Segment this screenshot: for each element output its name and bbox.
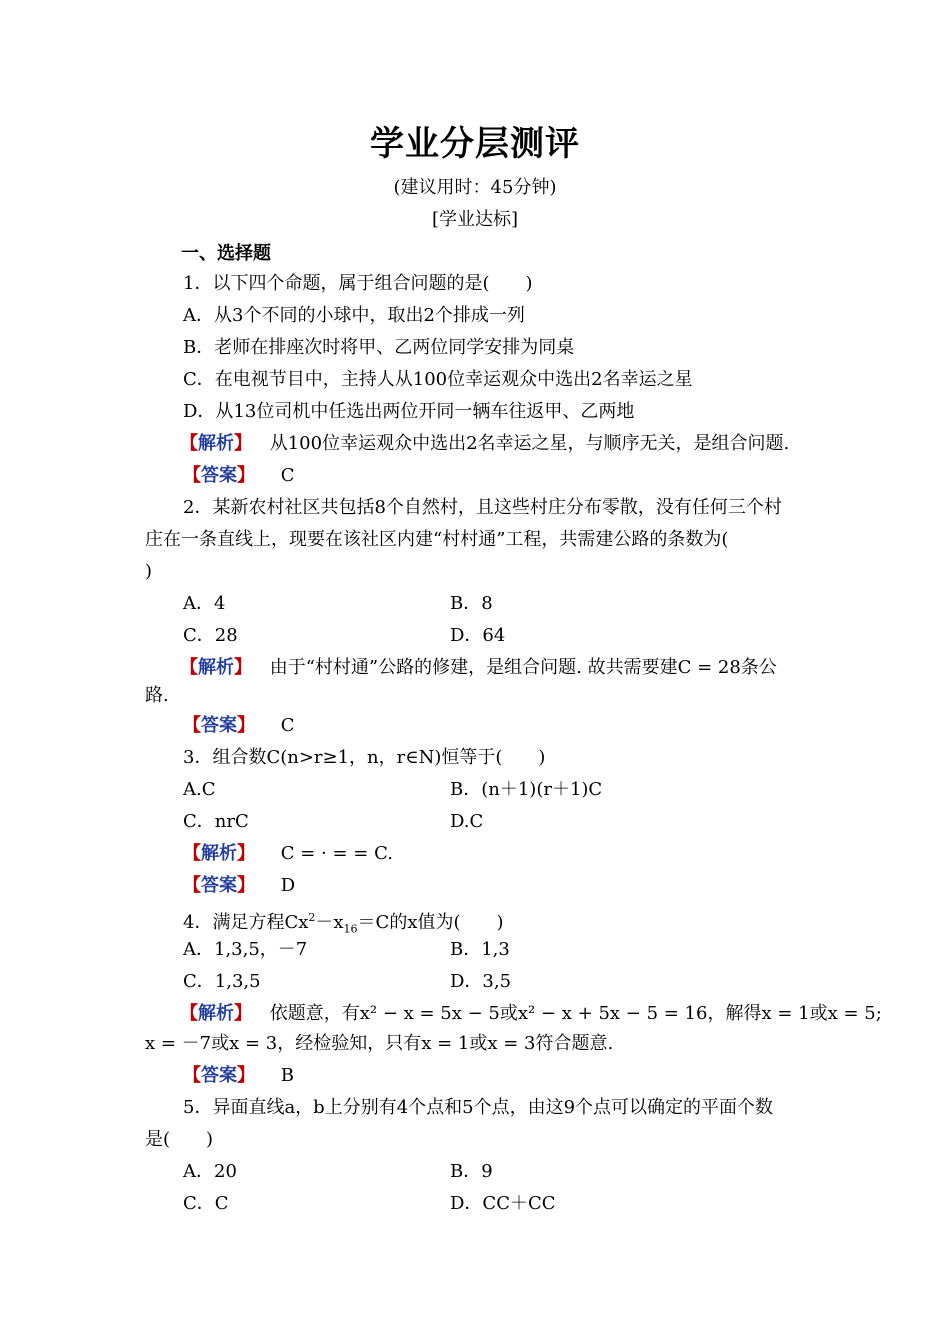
- analysis-tag: 【解析】: [180, 1003, 252, 1024]
- answer-tag: 【答案】: [183, 875, 255, 896]
- q5-option-b: B．9: [450, 1161, 493, 1182]
- answer-tag: 【答案】: [183, 1065, 255, 1086]
- q2-option-b: B．8: [450, 593, 493, 614]
- q5-options-row2: [0, 1192, 950, 1216]
- q1-option-c: C．在电视节目中，主持人从100位幸运观众中选出2名幸运之星: [183, 369, 693, 390]
- q1-analysis: [0, 432, 950, 456]
- answer-tag: 【答案】: [183, 715, 255, 736]
- q2-option-c: C．28: [183, 625, 238, 646]
- q1-stem: 1．以下四个命题，属于组合问题的是( ): [183, 273, 533, 294]
- q3-answer-value: D: [280, 875, 296, 896]
- q2-options-row1: [0, 592, 950, 616]
- q2-option-a: A．4: [183, 593, 226, 614]
- q3-answer: [0, 874, 950, 898]
- q4-options-row2: [0, 970, 950, 994]
- answer-tag: 【答案】: [183, 465, 255, 486]
- q3-option-c: C．nrC: [183, 811, 249, 832]
- q2-analysis-line2: 路.: [145, 685, 169, 706]
- q5-stem-line1: 5．异面直线a，b上分别有4个点和5个点，由这9个点可以确定的平面个数: [183, 1097, 774, 1118]
- q1-answer-value: C: [280, 465, 295, 486]
- q5-option-d: D．CC＋CC: [450, 1193, 556, 1214]
- q2-analysis-text: 由于“村村通”公路的修建，是组合问题. 故共需要建C = 28条公: [269, 657, 777, 678]
- analysis-tag: 【解析】: [180, 657, 252, 678]
- q2-stem-line3: ): [145, 561, 153, 582]
- q3-stem: 3．组合数C(n>r≥1，n，r∈N)恒等于( ): [183, 747, 546, 768]
- q2-options-row2: [0, 624, 950, 648]
- q4-option-a: A．1,3,5，－7: [183, 939, 308, 960]
- q1-answer: [0, 464, 950, 488]
- q2-answer-value: C: [280, 715, 295, 736]
- q5-options-row1: [0, 1160, 950, 1184]
- q4-stem: 4．满足方程$Cx^2-x_{16}=C$的x值为( ): [183, 911, 504, 936]
- q2-option-d: D．64: [450, 625, 506, 646]
- section-heading: 一、选择题: [181, 243, 271, 264]
- q4-option-d: D．3,5: [450, 971, 512, 992]
- q4-analysis: [0, 1002, 950, 1026]
- q4-analysis-line2: x = －7或x = 3，经检验知，只有x = 1或x = 3符合题意.: [145, 1033, 614, 1054]
- q4-option-b: B．1,3: [450, 939, 510, 960]
- q3-option-d: D.C: [450, 811, 484, 832]
- q4-option-c: C．1,3,5: [183, 971, 261, 992]
- q2-stem-line2: 庄在一条直线上，现要在该社区内建“村村通”工程，共需建公路的条数为(: [145, 529, 729, 550]
- section-tag: [学业达标]: [431, 209, 519, 230]
- q3-analysis: [0, 842, 950, 866]
- q4-options-row1: [0, 938, 950, 962]
- analysis-tag: 【解析】: [180, 433, 252, 454]
- q1-analysis-text: 从100位幸运观众中选出2名幸运之星，与顺序无关，是组合问题.: [269, 433, 790, 454]
- time-note: (建议用时：45分钟): [393, 177, 557, 198]
- q5-option-a: A．20: [183, 1161, 237, 1182]
- q2-answer: [0, 714, 950, 738]
- q3-options-row2: [0, 810, 950, 834]
- q1-option-a: A．从3个不同的小球中，取出2个排成一列: [183, 305, 525, 326]
- q3-options-row1: [0, 778, 950, 802]
- q2-analysis: [0, 656, 950, 680]
- analysis-tag: 【解析】: [183, 843, 255, 864]
- q1-option-b: B．老师在排座次时将甲、乙两位同学安排为同桌: [183, 337, 575, 358]
- q4-answer-value: B: [280, 1065, 294, 1086]
- q1-option-d: D．从13位司机中任选出两位开同一辆车往返甲、乙两地: [183, 401, 635, 422]
- q2-stem-line1: 2．某新农村社区共包括8个自然村，且这些村庄分布零散，没有任何三个村: [183, 497, 782, 518]
- q4-analysis-text: 依题意，有x² − x = 5x − 5或x² − x + 5x − 5 = 16，解得x = 1或x = 5;: [269, 1003, 882, 1024]
- q5-option-c: C．C: [183, 1193, 229, 1214]
- q5-stem-line2: 是( ): [145, 1129, 214, 1150]
- q4-answer: [0, 1064, 950, 1088]
- q3-option-a: A.C: [183, 779, 216, 800]
- q3-option-b: B．(n＋1)(r＋1)C: [450, 779, 603, 800]
- q3-analysis-text: C = · = = C.: [280, 843, 393, 864]
- page-title: 学业分层测评: [370, 124, 580, 164]
